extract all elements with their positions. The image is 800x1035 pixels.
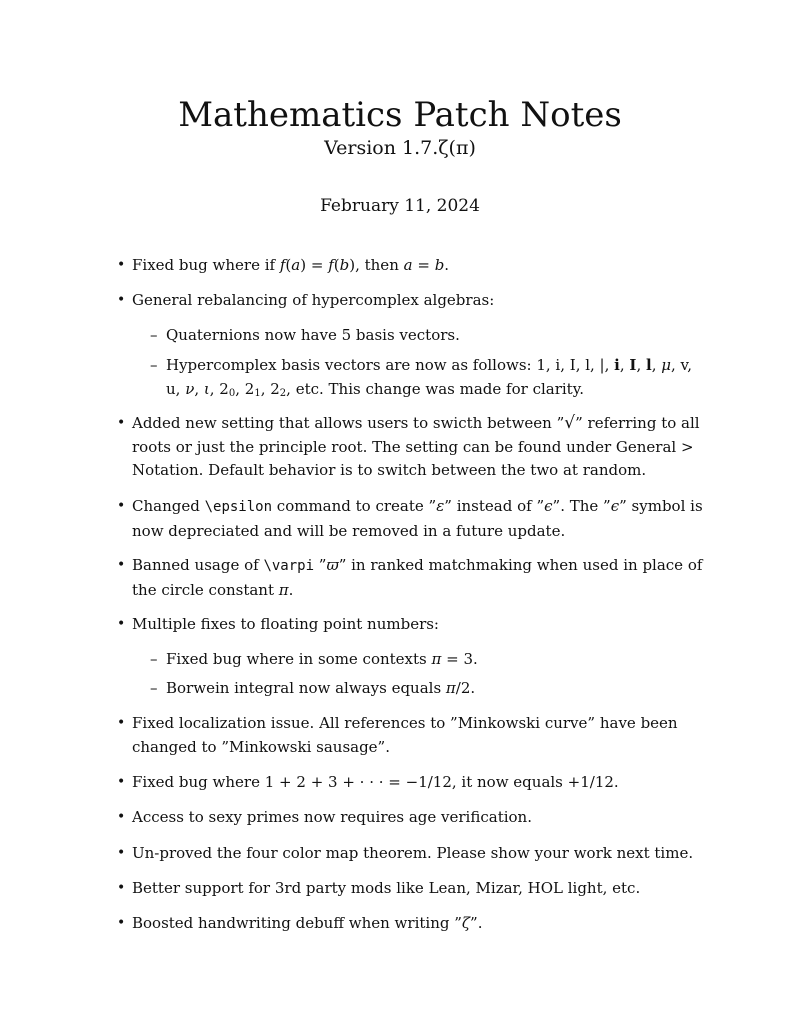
document-title: Mathematics Patch Notes — [178, 95, 622, 135]
bullet-icon: • — [117, 257, 126, 273]
list-item: Fixed localization issue. All references to ”Minkowski curve” have been changed to ”Minkowski sausage”. — [132, 714, 678, 756]
bullet-icon: • — [117, 557, 126, 573]
list-item: Boosted handwriting debuff when writing ”ζ”. — [132, 914, 483, 932]
bullet-icon: • — [117, 809, 126, 825]
dash-icon: – — [150, 356, 158, 374]
list-item: Fixed bug where if f(a) = f(b), then a = b. — [132, 256, 450, 274]
list-item: Changed \epsilon command to create ”ε” instead of ”ϵ”. The ”ϵ” symbol is now depreciated and will be removed in a future update. — [132, 497, 703, 540]
list-item: Banned usage of \varpi ”ϖ” in ranked matchmaking when used in place of the circle constant π. — [132, 556, 703, 599]
sub-list-item: Borwein integral now always equals π/2. — [166, 679, 476, 697]
sub-list-item: Hypercomplex basis vectors are now as follows: 1, i, I, l, |, i, I, l, μ, v, u, ν, ι, $2_0$, $2_1$, $2_2$, etc. This change was made for clarity. — [166, 356, 692, 399]
bullet-icon: • — [117, 915, 126, 931]
dash-icon: – — [150, 650, 158, 668]
bullet-icon: • — [117, 880, 126, 896]
list-item: Access to sexy primes now requires age verification. — [132, 808, 532, 826]
document-version: Version 1.7.ζ(π) — [324, 137, 476, 159]
bullet-icon: • — [117, 292, 126, 308]
document-date: February 11, 2024 — [320, 196, 480, 216]
list-item: Added new setting that allows users to swicth between ”√” referring to all roots or just the principle root. The setting can be found under General > Notation. Default behavior is to switch between the two at random. — [132, 413, 700, 479]
bullet-icon: • — [117, 498, 126, 514]
list-item: Multiple fixes to floating point numbers: — [132, 615, 439, 633]
bullet-icon: • — [117, 415, 126, 431]
list-item: Fixed bug where 1 + 2 + 3 + · · · = −1/12, it now equals +1/12. — [132, 773, 619, 791]
bullet-icon: • — [117, 845, 126, 861]
list-item: Better support for 3rd party mods like Lean, Mizar, HOL light, etc. — [132, 879, 641, 897]
sub-list-item: Fixed bug where in some contexts π = 3. — [166, 650, 478, 668]
dash-icon: – — [150, 679, 158, 697]
bullet-icon: • — [117, 774, 126, 790]
list-item: Un-proved the four color map theorem. Please show your work next time. — [132, 844, 694, 862]
list-item: General rebalancing of hypercomplex algebras: — [132, 291, 495, 309]
sub-list-item: Quaternions now have 5 basis vectors. — [166, 326, 460, 344]
bullet-icon: • — [117, 715, 126, 731]
bullet-icon: • — [117, 616, 126, 632]
dash-icon: – — [150, 326, 158, 344]
